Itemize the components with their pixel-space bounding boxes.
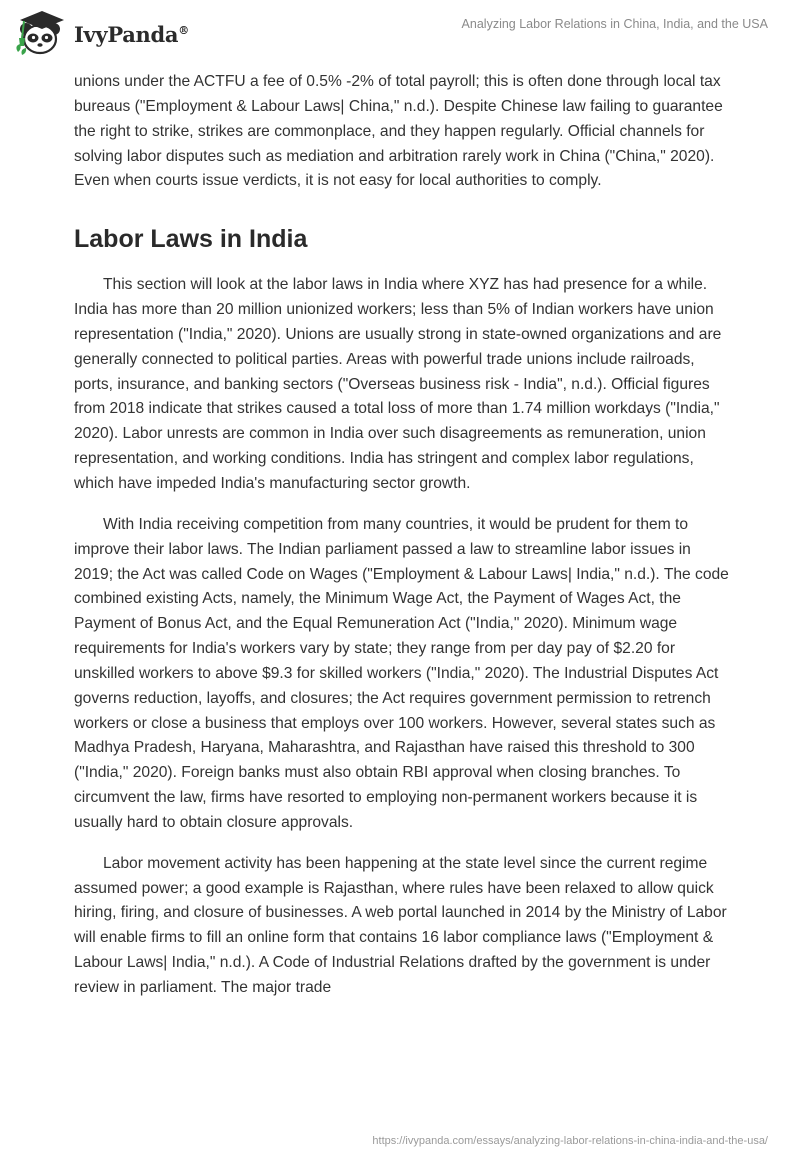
- article-body: [74, 70, 734, 1017]
- source-url-link[interactable]: https://ivypanda.com/essays/analyzing-labor-relations-in-china-india-and-the-usa/: [372, 1135, 768, 1147]
- section-heading: Labor Laws in India: [74, 225, 308, 254]
- page-header: [0, 0, 800, 66]
- intro-paragraph: unions under the ACTFU a fee of 0.5% -2% of total payroll; this is often done through local tax bureaus ("Employment & Labour Laws| China," n.d.). Despite Chinese law failing to guarantee the right to strike, strikes are commonplace, and they happen regularly. Official channels for solving labor disputes such as mediation and arbitration rarely work in China ("China," 2020). Even when courts issue verdicts, it is not easy for local authorities to comply.: [74, 73, 723, 190]
- body-paragraph: Labor movement activity has been happening at the state level since the current regime assumed power; a good example is Rajasthan, where rules have been relaxed to allow quick hiring, firing, and closure of businesses. A web portal launched in 2014 by the Ministry of Labor will enable firms to fill an online form that contains 16 labor compliance laws ("Employment & Labour Laws| India," n.d.). A Code of Industrial Relations drafted by the government is under review in parliament. The major trade: [74, 854, 727, 996]
- document-title: Analyzing Labor Relations in China, India, and the USA: [461, 17, 768, 31]
- panda-graduation-cap-logo-icon: [12, 8, 70, 58]
- body-paragraph: With India receiving competition from many countries, it would be prudent for them to improve their labor laws. The Indian parliament passed a law to streamline labor issues in 2019; the Act was called Code on Wages ("Employment & Labour Laws| India," n.d.). The code combined existing Acts, namely, the Minimum Wage Act, the Payment of Wages Act, the Payment of Bonus Act, and the Equal Remuneration Act ("India," 2020). Minimum wage requirements for India's workers vary by state; they range from per day pay of $2.20 for unskilled workers to above $9.3 for skilled workers ("India," 2020). The Industrial Disputes Act governs reduction, layoffs, and closures; the Act requires government permission to retrench workers or close a business that employs over 100 workers. However, several states such as Madhya Pradesh, Haryana, Maharashtra, and Rajasthan have raised this threshold to 300 ("India," 2020). Foreign banks must also obtain RBI approval when closing branches. To circumvent the law, firms have resorted to employing non-permanent workers because it is usually hard to obtain closure approvals.: [74, 515, 729, 831]
- ivypanda-logo[interactable]: [12, 8, 189, 58]
- brand-name: IvyPanda®: [74, 21, 189, 47]
- registered-mark: ®: [178, 23, 189, 37]
- body-paragraph: This section will look at the labor laws in India where XYZ has had presence for a while. India has more than 20 million unionized workers; less than 5% of Indian workers have union representation ("India," 2020). Unions are usually strong in state-owned organizations and are generally connected to political parties. Areas with powerful trade unions include railroads, ports, insurance, and banking sectors ("Overseas business risk - India", n.d.). Official figures from 2018 indicate that strikes caused a total loss of more than 1.74 million workdays ("India," 2020). Labor unrests are common in India over such disagreements as remuneration, union representation, and working conditions. India has stringent and complex labor regulations, which have impeded India's manufacturing sector growth.: [74, 276, 722, 492]
